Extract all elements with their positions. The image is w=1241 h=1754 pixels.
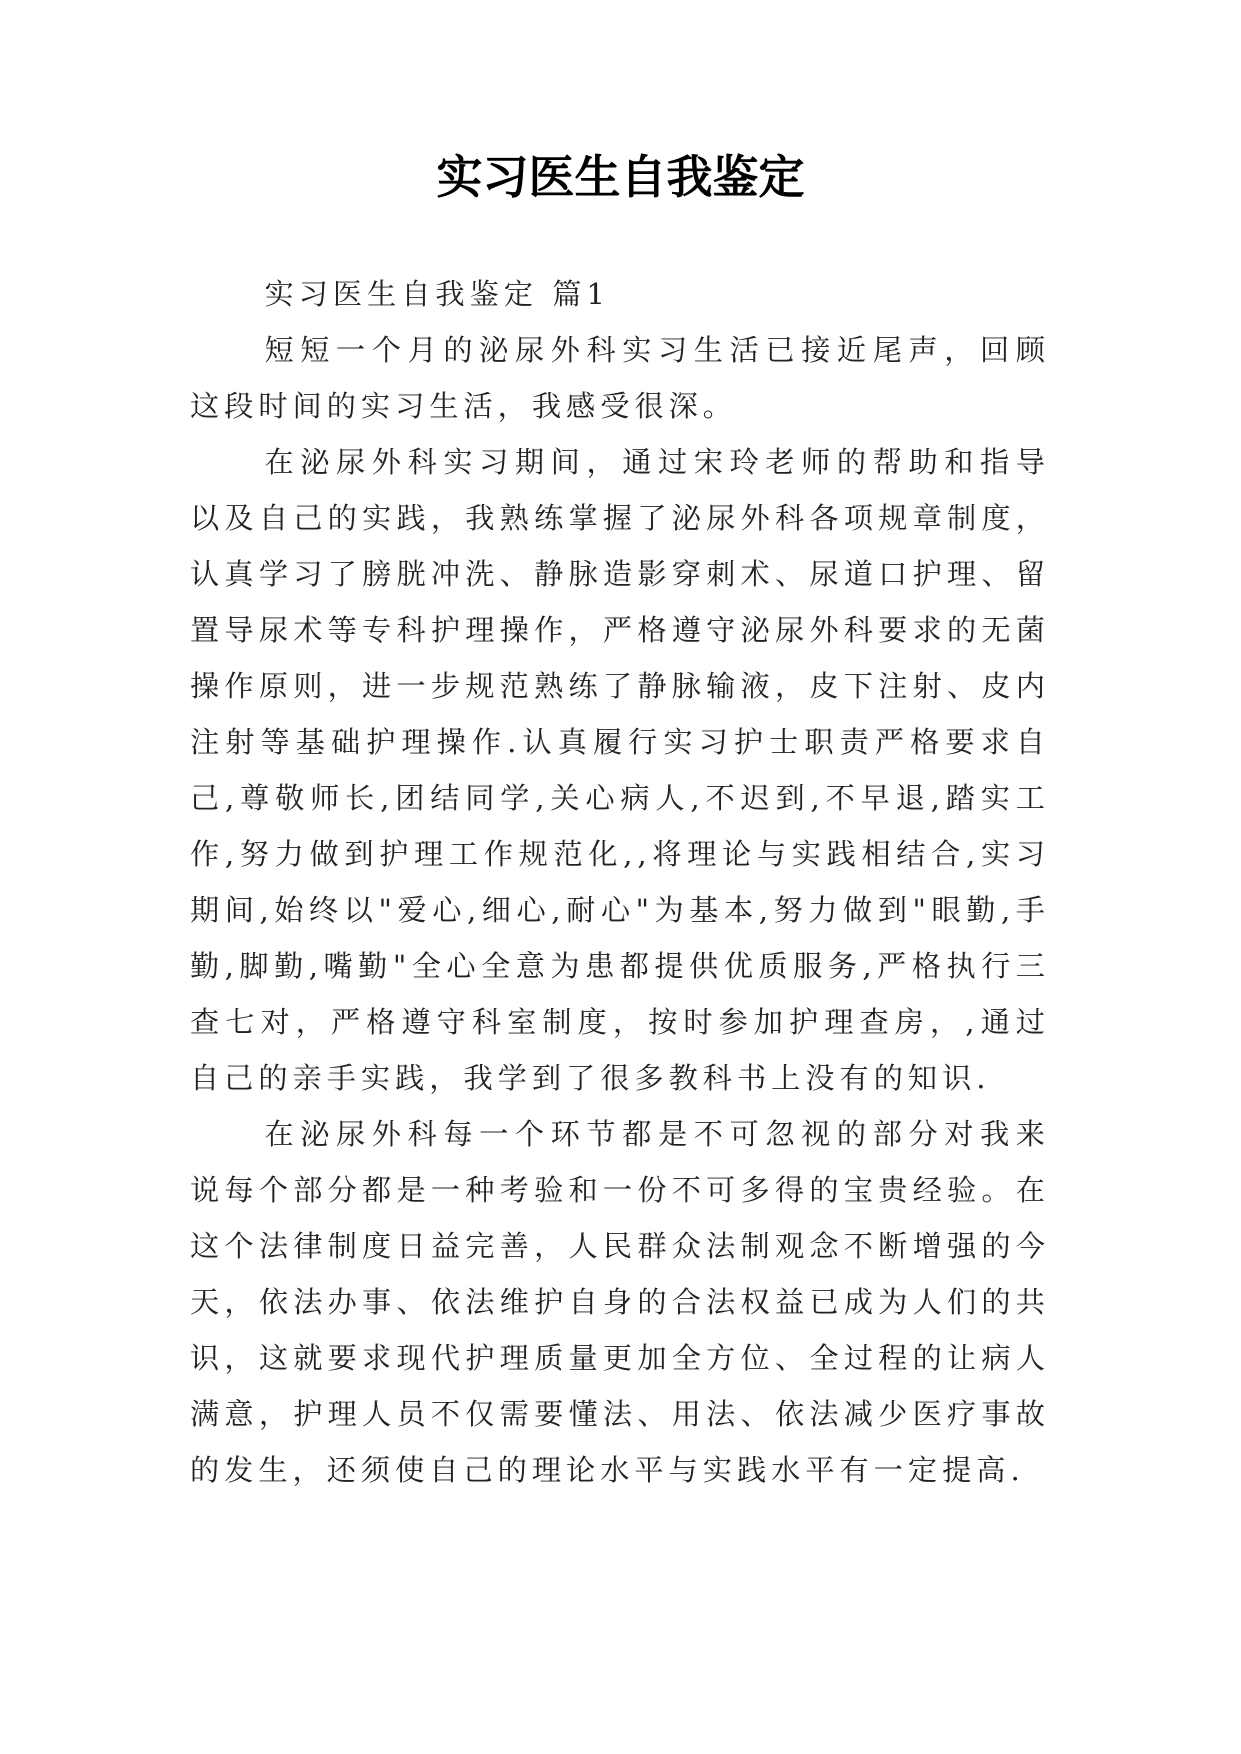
paragraph-2: 在泌尿外科实习期间，通过宋玲老师的帮助和指导以及自己的实践，我熟练掌握了泌尿外科各项规章制度，认真学习了膀胱冲洗、静脉造影穿刺术、尿道口护理、留置导尿术等专科护理操作，严格遵守泌尿外科要求的无菌操作原则，进一步规范熟练了静脉输液，皮下注射、皮内注射等基础护理操作.认真履行实习护士职责严格要求自己,尊敬师长,团结同学,关心病人,不迟到,不早退,踏实工作,努力做到护理工作规范化,,将理论与实践相结合,实习期间,始终以"爱心,细心,耐心"为基本,努力做到"眼勤,手勤,脚勤,嘴勤"全心全意为患都提供优质服务,严格执行三查七对，严格遵守科室制度，按时参加护理查房，,通过自己的亲手实践，我学到了很多教科书上没有的知识. [190, 445, 1050, 1095]
paragraph-1: 短短一个月的泌尿外科实习生活已接近尾声，回顾这段时间的实习生活，我感受很深。 [190, 333, 1050, 423]
section-heading: 实习医生自我鉴定 篇1 [264, 277, 610, 311]
paragraph-3: 在泌尿外科每一个环节都是不可忽视的部分对我来说每个部分都是一种考验和一份不可多得的宝贵经验。在这个法律制度日益完善，人民群众法制观念不断增强的今天，依法办事、依法维护自身的合法权益已成为人们的共识，这就要求现代护理质量更加全方位、全过程的让病人满意，护理人员不仅需要懂法、用法、依法减少医疗事故的发生，还须使自己的理论水平与实践水平有一定提高. [190, 1117, 1050, 1487]
document-body [190, 266, 1050, 1498]
document-title: 实习医生自我鉴定 [436, 150, 805, 204]
